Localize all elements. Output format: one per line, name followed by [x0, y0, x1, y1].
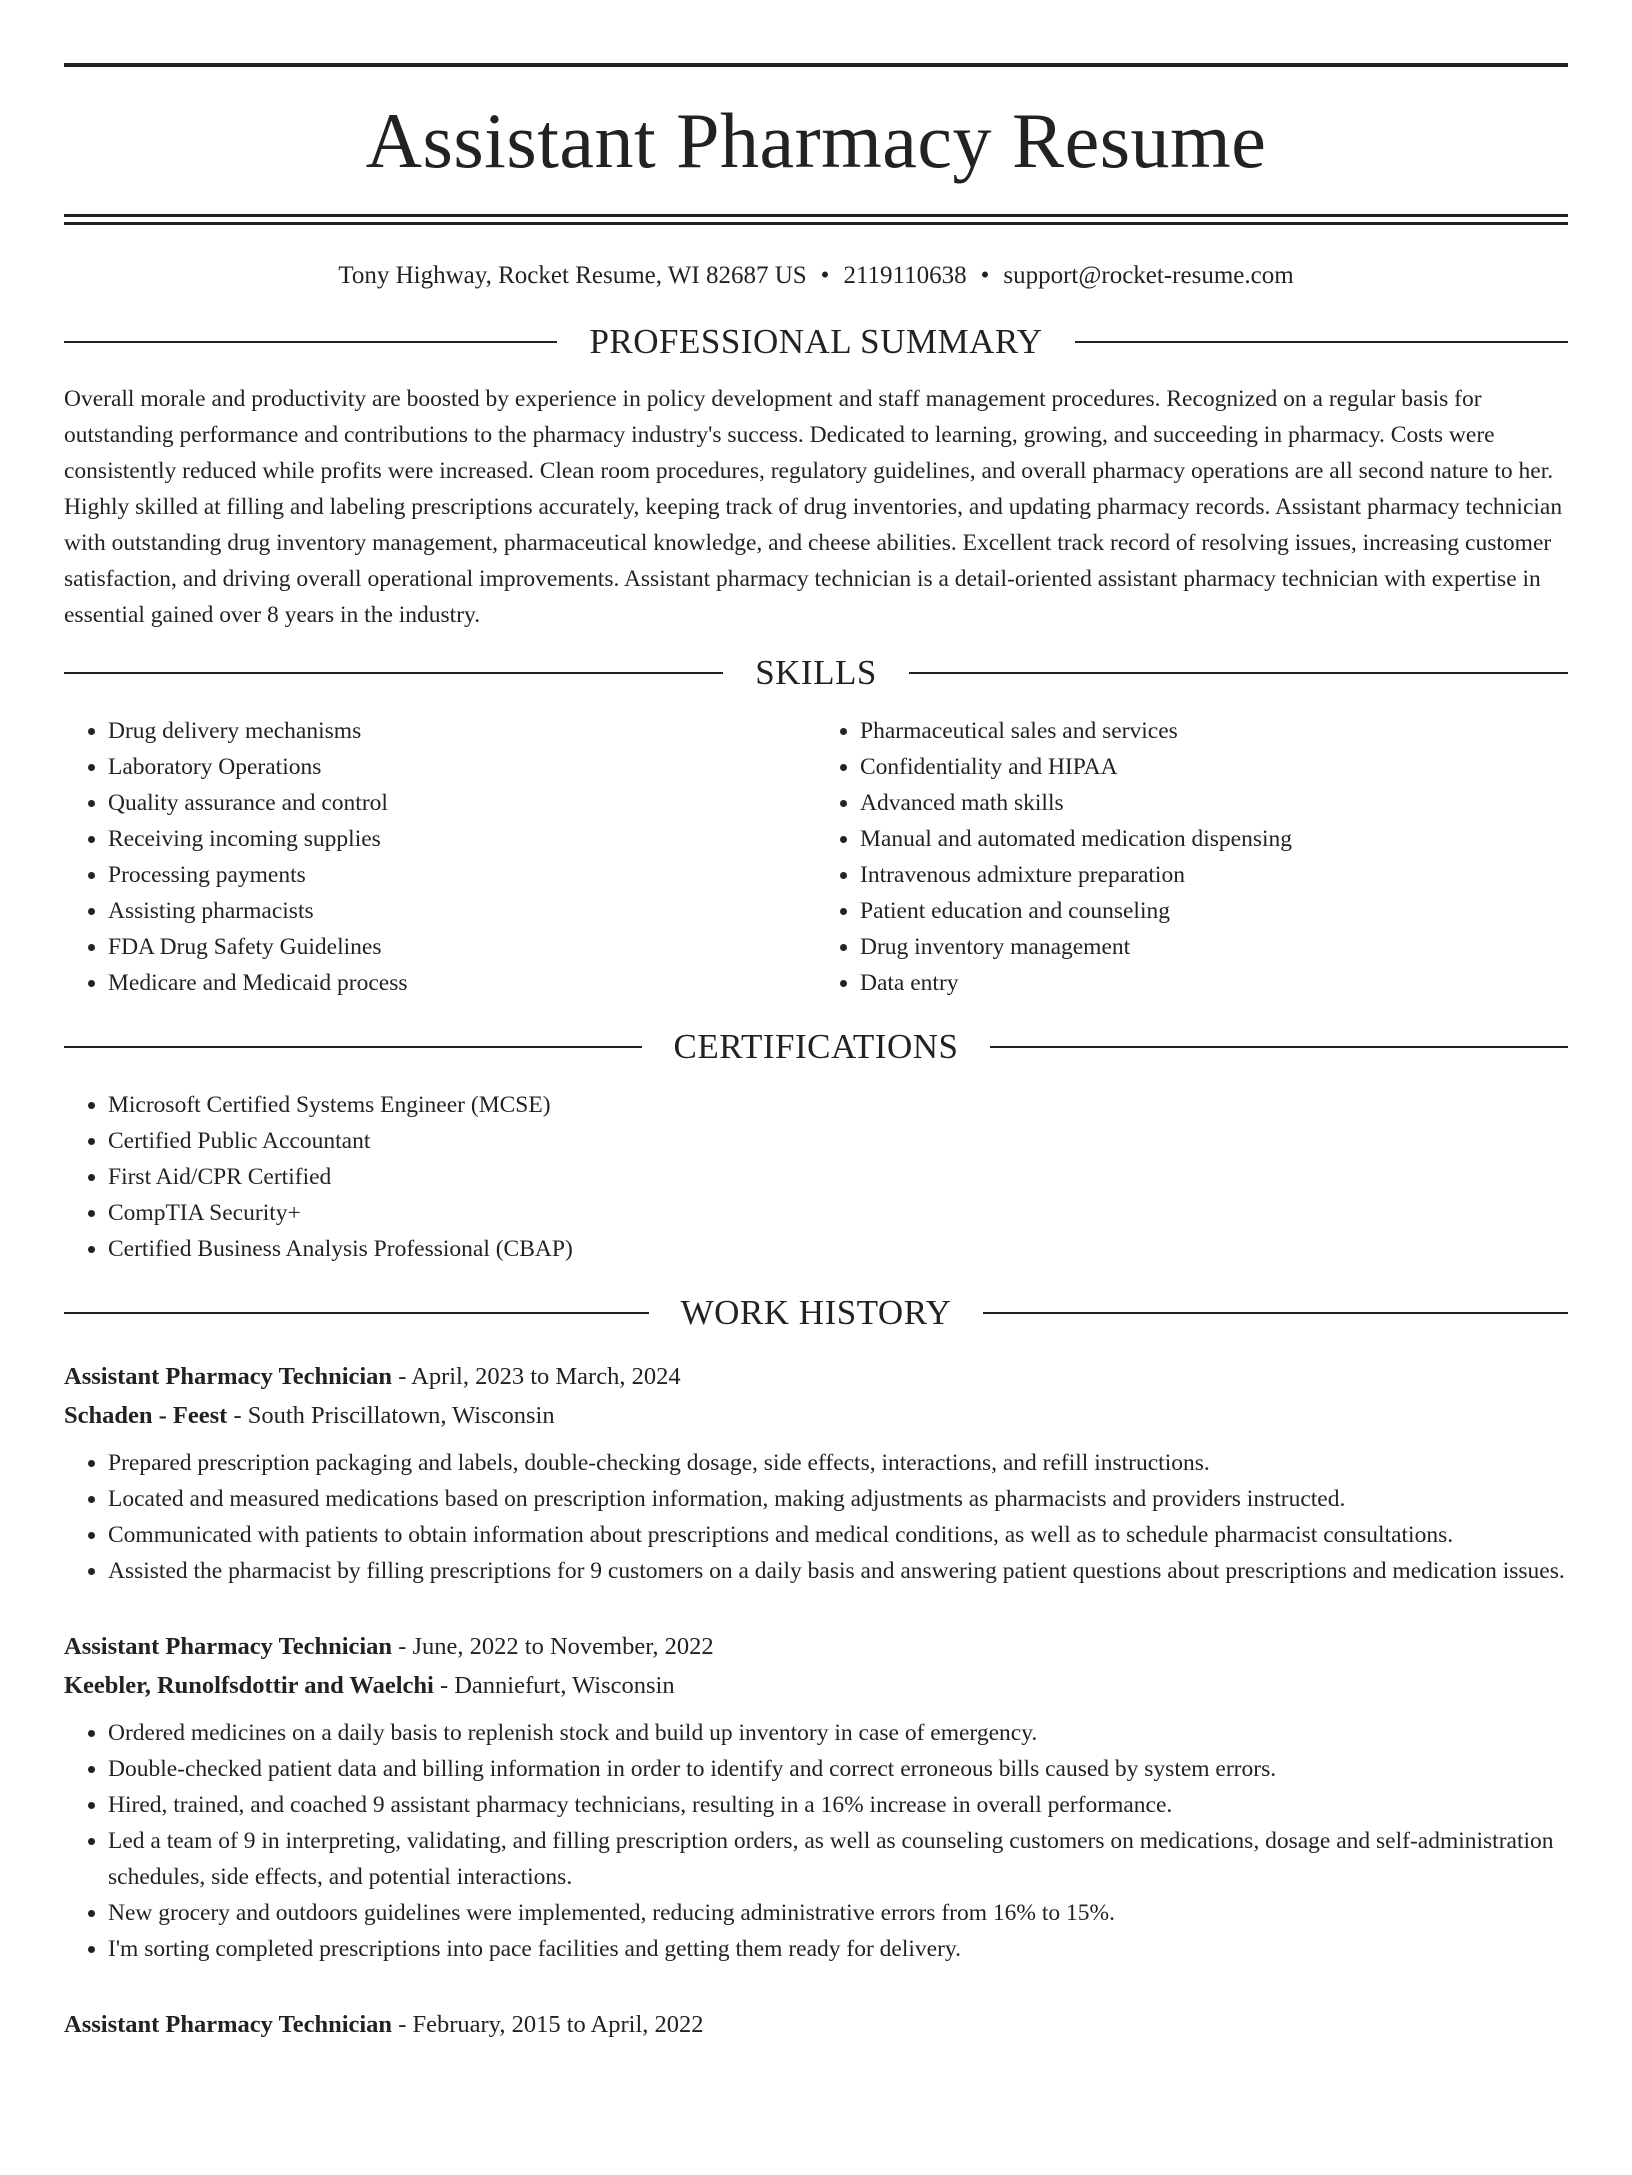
- job-title: Assistant Pharmacy Technician: [64, 1363, 393, 1390]
- certification-item: • CompTIA Security+: [108, 1195, 1568, 1231]
- resume-title: Assistant Pharmacy Resume: [365, 97, 1267, 184]
- skill-item: • Confidentiality and HIPAA: [860, 749, 1568, 785]
- job-bullet: • New grocery and outdoors guidelines were implemented, reducing administrative errors from 16% to 15%.: [108, 1895, 1568, 1931]
- skill-item: • Advanced math skills: [860, 785, 1568, 821]
- skills-heading: [64, 655, 1568, 690]
- job-bullet: • Assisted the pharmacist by filling prescriptions for 9 customers on a daily basis and answering patient questions about prescriptions and medication issues.: [108, 1553, 1568, 1589]
- job-location: South Priscillatown, Wisconsin: [247, 1402, 555, 1429]
- heading-rule: [990, 1046, 1568, 1048]
- job-entry: [64, 2005, 1568, 2044]
- skill-item: • Manual and automated medication dispensing: [860, 821, 1568, 857]
- job-bullet: • Hired, trained, and coached 9 assistant pharmacy technicians, resulting in a 16% increase in overall performance.: [108, 1787, 1568, 1823]
- job-title-line: Assistant Pharmacy Technician - April, 2023 to March, 2024: [64, 1363, 681, 1390]
- job-bullet: • Double-checked patient data and billing information in order to identify and correct erroneous bills caused by system errors.: [108, 1751, 1568, 1787]
- contact-separator: •: [980, 262, 990, 289]
- heading-rule: [983, 1312, 1568, 1314]
- job-bullet: • Prepared prescription packaging and labels, double-checking dosage, side effects, interactions, and refill instructions.: [108, 1445, 1568, 1481]
- skills-column-left: [64, 713, 816, 1001]
- skill-item: • Pharmaceutical sales and services: [860, 713, 1568, 749]
- skills-heading-label: SKILLS: [755, 653, 877, 692]
- job-dates: April, 2023 to March, 2024: [411, 1363, 681, 1390]
- work-history-heading-label: WORK HISTORY: [680, 1293, 952, 1332]
- skill-item: • Quality assurance and control: [108, 785, 816, 821]
- title-rule-upper: [64, 214, 1568, 217]
- heading-rule: [64, 672, 723, 674]
- certification-item: • Certified Public Accountant: [108, 1123, 1568, 1159]
- job-bullets: [64, 1715, 1568, 1967]
- job-bullet: • Led a team of 9 in interpreting, validating, and filling prescription orders, as well as counseling customers on medications, dosage and self-administration schedules, side effects, and potential interactions.: [108, 1823, 1568, 1895]
- contact-separator: •: [820, 262, 830, 289]
- job-company: Keebler, Runolfsdottir and Waelchi: [64, 1672, 434, 1699]
- skill-item: • Data entry: [860, 965, 1568, 1001]
- job-bullet: • Ordered medicines on a daily basis to replenish stock and build up inventory in case of emergency.: [108, 1715, 1568, 1751]
- skill-item: • Intravenous admixture preparation: [860, 857, 1568, 893]
- certification-item: • Microsoft Certified Systems Engineer (MCSE): [108, 1087, 1568, 1123]
- certification-item: • Certified Business Analysis Professional (CBAP): [108, 1231, 1568, 1267]
- contact-email[interactable]: support@rocket-resume.com: [1003, 262, 1294, 289]
- skills-column-right: [816, 713, 1568, 1001]
- certifications-heading-label: CERTIFICATIONS: [673, 1027, 959, 1066]
- job-entry: [64, 1627, 1568, 1967]
- job-bullet: • Communicated with patients to obtain information about prescriptions and medical conditions, as well as to schedule pharmacist consultations.: [108, 1517, 1568, 1553]
- job-title: Assistant Pharmacy Technician: [64, 1633, 393, 1660]
- job-title-line: Assistant Pharmacy Technician - February, 2015 to April, 2022: [64, 2011, 704, 2038]
- summary-heading: [64, 324, 1568, 359]
- skill-item: • Laboratory Operations: [108, 749, 816, 785]
- job-title: Assistant Pharmacy Technician: [64, 2011, 393, 2038]
- skill-item: • Medicare and Medicaid process: [108, 965, 816, 1001]
- heading-rule: [1075, 341, 1568, 343]
- certifications-list: [64, 1087, 1568, 1267]
- job-bullet: • I'm sorting completed prescriptions into pace facilities and getting them ready for delivery.: [108, 1931, 1568, 1967]
- contact-line: [64, 263, 1568, 288]
- summary-heading-label: PROFESSIONAL SUMMARY: [589, 322, 1043, 361]
- heading-rule: [64, 1312, 649, 1314]
- top-rule: [64, 63, 1568, 67]
- work-history-heading: [64, 1295, 1568, 1330]
- skill-item: • Drug inventory management: [860, 929, 1568, 965]
- certification-item: • First Aid/CPR Certified: [108, 1159, 1568, 1195]
- job-location: Danniefurt, Wisconsin: [454, 1672, 675, 1699]
- skill-item: • Patient education and counseling: [860, 893, 1568, 929]
- skills-list: [64, 713, 1568, 1001]
- job-bullets: [64, 1445, 1568, 1589]
- job-bullet: • Located and measured medications based on prescription information, making adjustments as pharmacists and providers instructed.: [108, 1481, 1568, 1517]
- skill-item: • Drug delivery mechanisms: [108, 713, 816, 749]
- job-company-line: Keebler, Runolfsdottir and Waelchi - Danniefurt, Wisconsin: [64, 1672, 675, 1699]
- job-entry: [64, 1357, 1568, 1589]
- contact-phone: 2119110638: [843, 262, 967, 289]
- skill-item: • Assisting pharmacists: [108, 893, 816, 929]
- job-dates: February, 2015 to April, 2022: [412, 2011, 704, 2038]
- title-rule-lower: [64, 222, 1568, 225]
- heading-rule: [64, 1046, 642, 1048]
- job-dates: June, 2022 to November, 2022: [412, 1633, 714, 1660]
- certifications-heading: [64, 1029, 1568, 1064]
- skill-item: • Receiving incoming supplies: [108, 821, 816, 857]
- heading-rule: [909, 672, 1568, 674]
- job-title-line: Assistant Pharmacy Technician - June, 2022 to November, 2022: [64, 1633, 714, 1660]
- resume-page: [0, 63, 1632, 2175]
- heading-rule: [64, 341, 557, 343]
- skill-item: • FDA Drug Safety Guidelines: [108, 929, 816, 965]
- job-company-line: Schaden - Feest - South Priscillatown, Wisconsin: [64, 1402, 555, 1429]
- job-company: Schaden - Feest: [64, 1402, 228, 1429]
- contact-address: Tony Highway, Rocket Resume, WI 82687 US: [338, 262, 807, 289]
- skill-item: • Processing payments: [108, 857, 816, 893]
- summary-text: Overall morale and productivity are boosted by experience in policy development and staff management procedures. Recognized on a regular basis for outstanding performance and contributions to the pharmacy industry's success. Dedicated to learning, growing, and succeeding in pharmacy. Costs were consistently reduced while profits were increased. Clean room procedures, regulatory guidelines, and overall pharmacy operations are all second nature to her. Highly skilled at filling and labeling prescriptions accurately, keeping track of drug inventories, and updating pharmacy records. Assistant pharmacy technician with outstanding drug inventory management, pharmaceutical knowledge, and cheese abilities. Excellent track record of resolving issues, increasing customer satisfaction, and driving overall operational improvements. Assistant pharmacy technician is a detail-oriented assistant pharmacy technician with expertise in essential gained over 8 years in the industry.: [64, 386, 1563, 628]
